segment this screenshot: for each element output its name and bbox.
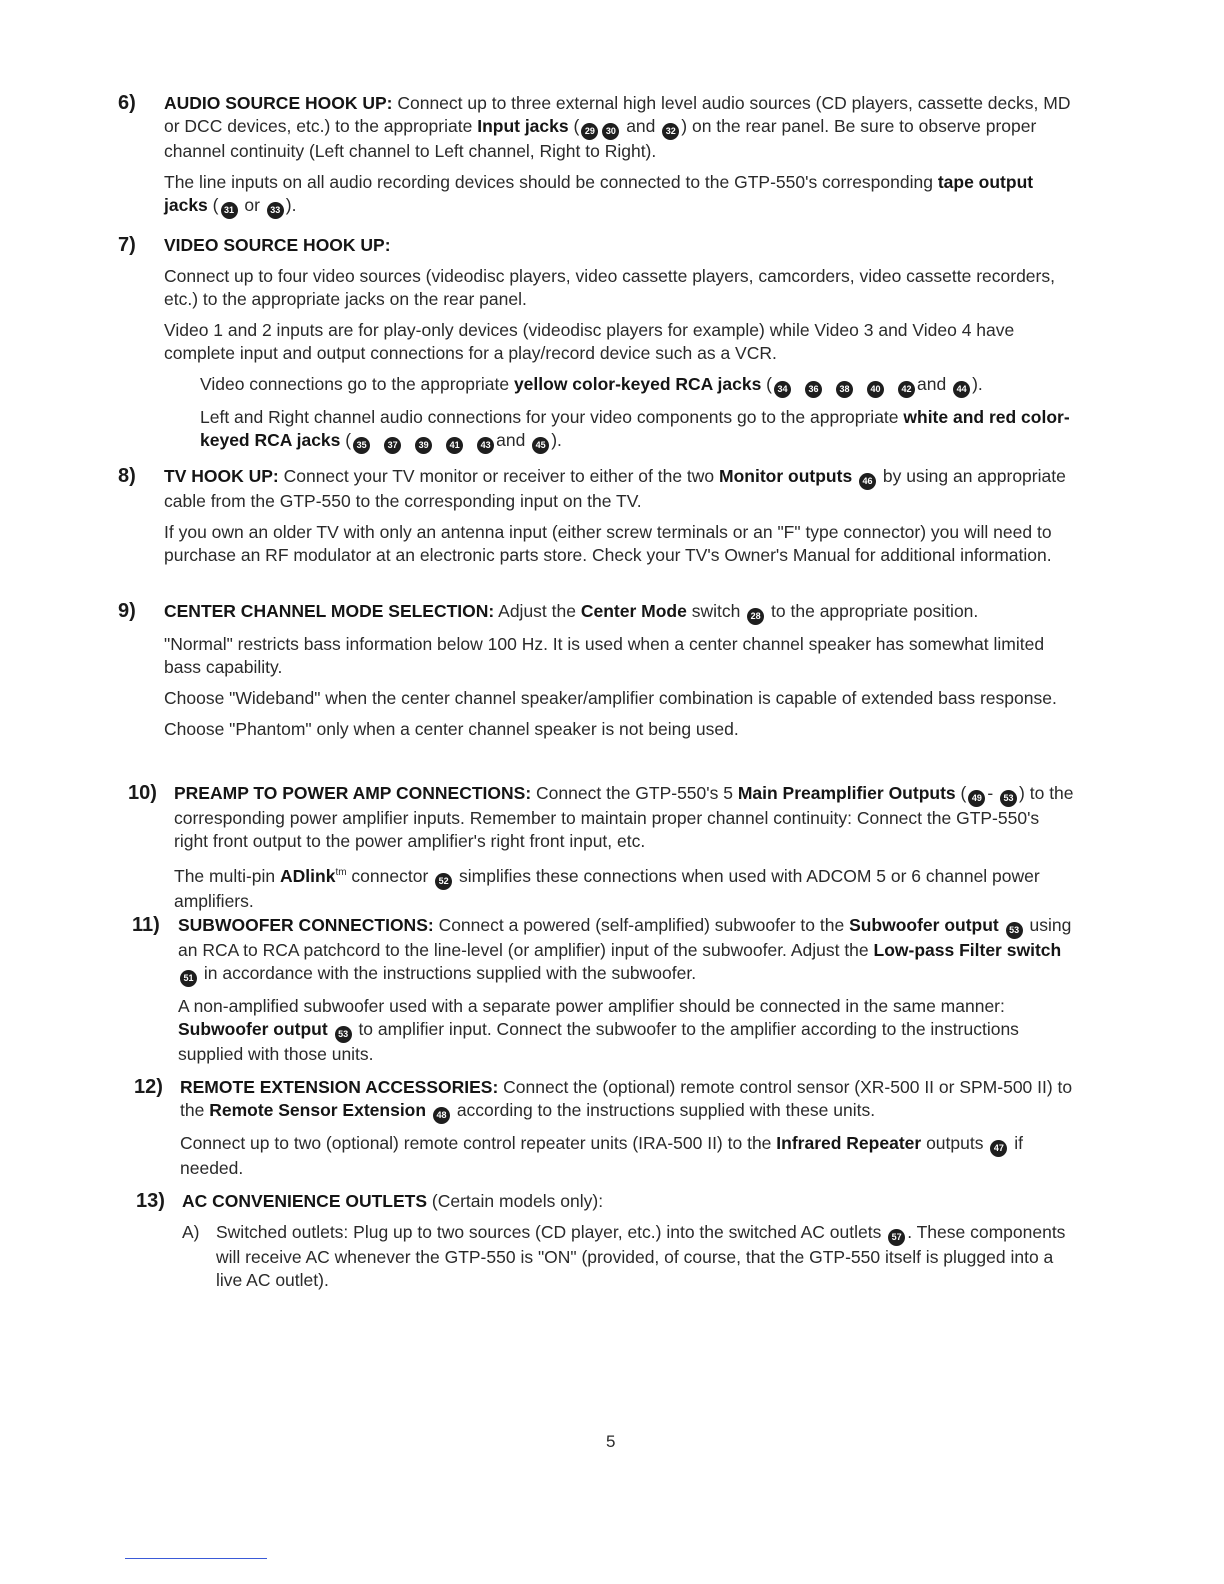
- paragraph: Choose "Wideband" when the center channel speaker/amplifier combination is capable of extended bass response.: [164, 688, 1057, 708]
- section-number: 9): [118, 600, 136, 622]
- section-7: [118, 234, 1078, 462]
- section-number: 11): [132, 914, 160, 936]
- paragraph: REMOTE EXTENSION ACCESSORIES: Connect the (optional) remote control sensor (XR-500 II or SPM-500 II) to the Remote Sensor Extension 48 according to the instructions supplied with these units.: [180, 1076, 1078, 1124]
- paragraph: TV HOOK UP: Connect your TV monitor or receiver to either of the two Monitor outputs 46 by using an appropriate cable from the GTP-550 to the corresponding input on the TV.: [164, 466, 1066, 511]
- paragraph: CENTER CHANNEL MODE SELECTION: Adjust the Center Mode switch 28 to the appropriate position.: [164, 600, 1078, 625]
- section-heading: PREAMP TO POWER AMP CONNECTIONS:: [174, 783, 532, 803]
- callout-number: 52: [435, 873, 452, 890]
- section-6: [118, 92, 1078, 227]
- section-heading: CENTER CHANNEL MODE SELECTION:: [164, 601, 495, 621]
- callout-number: 53: [1006, 922, 1023, 939]
- callout-number: 32: [662, 123, 679, 140]
- footer-rule: [125, 1558, 267, 1559]
- callout-number: 31: [221, 202, 238, 219]
- section-13: [136, 1190, 1080, 1300]
- paragraph: Video 1 and 2 inputs are for play-only devices (videodisc players for example) while Video 3 and Video 4 have complete input and output connections for a play/record device such as a VCR.: [164, 320, 1015, 363]
- section-heading: TV HOOK UP:: [164, 466, 279, 486]
- list-item: [182, 1221, 1080, 1292]
- callout-number: 28: [747, 608, 764, 625]
- section-number: 10): [128, 782, 157, 804]
- paragraph: A non-amplified subwoofer used with a separate power amplifier should be connected in the same manner: Subwoofer output 53 to amplifier input. Connect the subwoofer to the amplifier according to the instructions supplied with those units.: [178, 996, 1019, 1064]
- section-8: [118, 465, 1078, 575]
- section-12: [134, 1076, 1078, 1188]
- paragraph: The multi-pin ADlink$^{tm}$ connector 52 simplifies these connections when used with ADCOM 5 or 6 channel power amplifiers.: [174, 865, 1040, 911]
- callout-number: 30: [602, 123, 619, 140]
- paragraph: Connect up to four video sources (videodisc players, video cassette players, camcorders, video cassette recorders, etc.) to the appropriate jacks on the rear panel.: [164, 266, 1055, 309]
- list-item-letter: A): [182, 1222, 200, 1242]
- paragraph: SUBWOOFER CONNECTIONS: Connect a powered (self-amplified) subwoofer to the Subwoofer output 53 using an RCA to RCA patchcord to the line-level (or amplifier) input of the subwoofer. Adjust the Low-pass Filter switch 51 in accordance with the instructions supplied with the subwoofer.: [178, 914, 1078, 987]
- callout-number: 45: [532, 437, 549, 454]
- section-heading: REMOTE EXTENSION ACCESSORIES:: [180, 1077, 499, 1097]
- paragraph: Left and Right channel audio connections for your video components go to the appropriate white and red color-keyed RCA jacks ( 35 37 39 41 43 and 45 ).: [200, 406, 1078, 454]
- callout-number: 57: [888, 1229, 905, 1246]
- paragraph: If you own an older TV with only an antenna input (either screw terminals or an "F" type connector) you will need to purchase an RF modulator at an electronic parts store. Check your TV's Owner's Manual for additional information.: [164, 522, 1052, 565]
- paragraph: Connect up to two (optional) remote control repeater units (IRA-500 II) to the Infrared Repeater outputs 47 if needed.: [180, 1133, 1023, 1178]
- section-number: 7): [118, 234, 136, 256]
- callout-number: 51: [180, 970, 197, 987]
- callout-number: 39: [415, 437, 432, 454]
- callout-number: 40: [867, 381, 884, 398]
- callout-number: 36: [805, 381, 822, 398]
- callout-number: 46: [859, 473, 876, 490]
- callout-number: 37: [384, 437, 401, 454]
- callout-number: 44: [953, 381, 970, 398]
- paragraph: "Normal" restricts bass information below 100 Hz. It is used when a center channel speaker has somewhat limited bass capability.: [164, 634, 1045, 677]
- paragraph: PREAMP TO POWER AMP CONNECTIONS: Connect the GTP-550's 5 Main Preamplifier Outputs ( 49 - 53 ) to the corresponding power amplifier inputs. Remember to maintain proper channel continuity: Connect the GTP-550's right front output to the power amplifier's right front input, etc.: [174, 783, 1074, 851]
- callout-number: 33: [267, 202, 284, 219]
- callout-number: 47: [990, 1140, 1007, 1157]
- section-number: 8): [118, 465, 136, 487]
- section-9: [118, 600, 1078, 749]
- section-number: 12): [134, 1076, 163, 1098]
- paragraph: Video connections go to the appropriate yellow color-keyed RCA jacks ( 34 36 38 40 42 and 44 ).: [200, 373, 1078, 398]
- callout-number: 35: [353, 437, 370, 454]
- page-number: 5: [606, 1432, 616, 1451]
- callout-number: 53: [1000, 790, 1017, 807]
- section-number: 6): [118, 92, 136, 114]
- paragraph: AUDIO SOURCE HOOK UP: Connect up to three external high level audio sources (CD players, cassette decks, MD or DCC devices, etc.) to the appropriate Input jacks ( 29 30 and 32 ) on the rear panel. Be sure to observe proper channel continuity (Left channel to Left channel, Right to Right).: [164, 93, 1071, 161]
- paragraph: Switched outlets: Plug up to two sources (CD player, etc.) into the switched AC outlets 57 . These components will receive AC whenever the GTP-550 is "ON" (provided, of course, that the GTP-550 itself is plugged into a live AC outlet).: [216, 1222, 1066, 1290]
- paragraph: [164, 234, 1078, 257]
- section-11: [132, 914, 1078, 1074]
- paragraph: The line inputs on all audio recording devices should be connected to the GTP-550's corresponding tape output jacks ( 31 or 33 ).: [164, 171, 1078, 219]
- section-10: [128, 782, 1078, 921]
- callout-number: 42: [898, 381, 915, 398]
- section-heading: VIDEO SOURCE HOOK UP:: [164, 235, 391, 255]
- callout-number: 43: [477, 437, 494, 454]
- paragraph: Choose "Phantom" only when a center channel speaker is not being used.: [164, 719, 739, 739]
- callout-number: 49: [968, 790, 985, 807]
- callout-number: 29: [581, 123, 598, 140]
- section-heading: AUDIO SOURCE HOOK UP:: [164, 93, 393, 113]
- callout-number: 48: [433, 1107, 450, 1124]
- callout-number: 41: [446, 437, 463, 454]
- section-heading: AC CONVENIENCE OUTLETS: [182, 1191, 428, 1211]
- callout-number: 38: [836, 381, 853, 398]
- callout-number: 53: [335, 1026, 352, 1043]
- section-number: 13): [136, 1190, 165, 1212]
- paragraph: AC CONVENIENCE OUTLETS (Certain models only):: [182, 1191, 604, 1211]
- section-heading: SUBWOOFER CONNECTIONS:: [178, 915, 434, 935]
- callout-number: 34: [774, 381, 791, 398]
